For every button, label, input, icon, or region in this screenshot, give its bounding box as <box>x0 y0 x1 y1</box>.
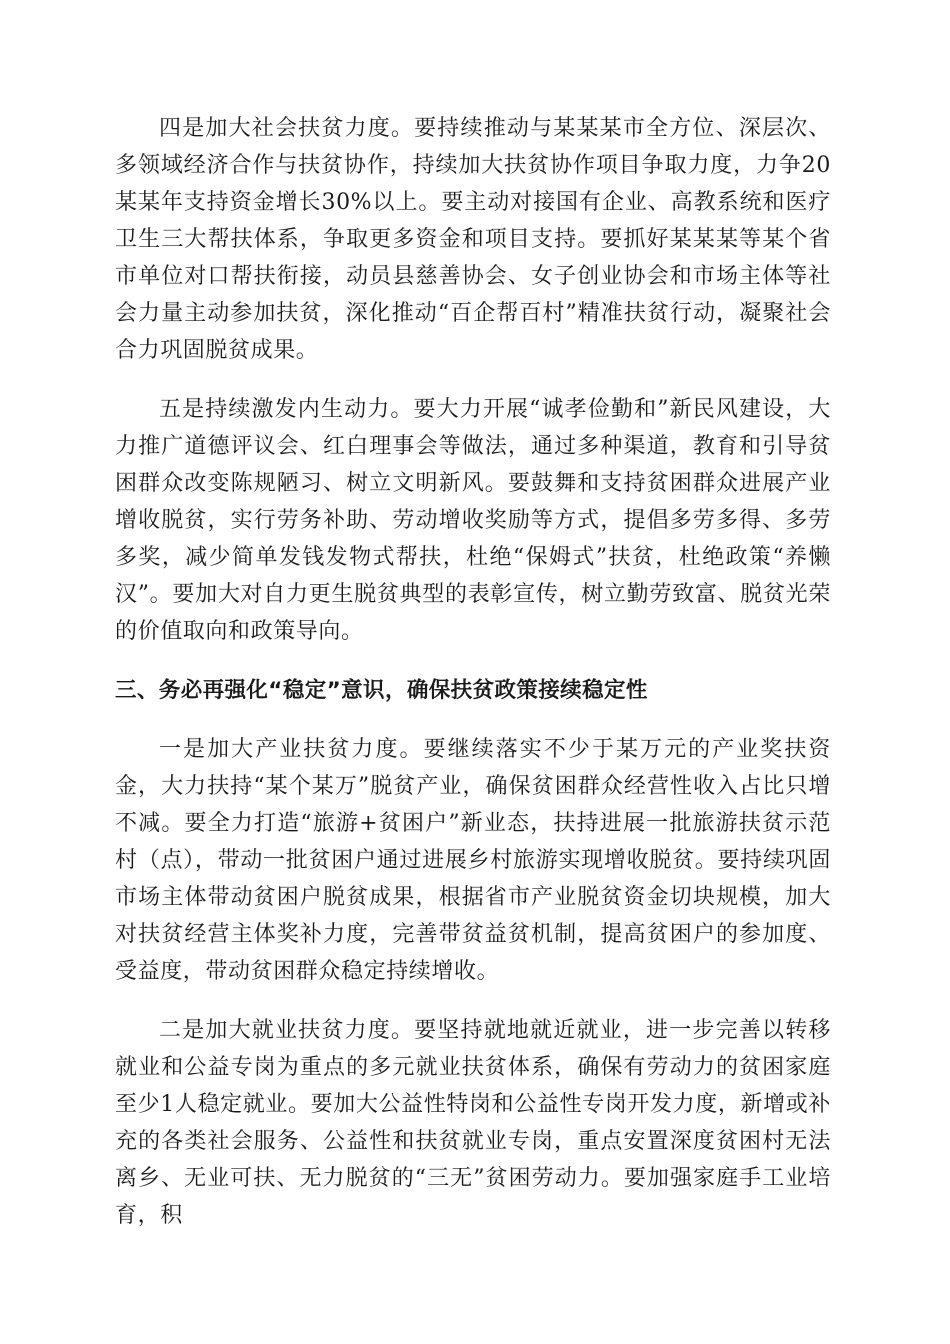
paragraph-internal-motivation: 五是持续激发内生动力。要大力开展“诚孝俭勤和”新民风建设，大力推广道德评议会、红白理事会等做法，通过多种渠道，教育和引导贫困群众改变陈规陋习、树立文明新风。要鼓舞和支持贫困群众进展产业增收脱贫，实行劳务补助、劳动增收奖励等方式，提倡多劳多得、多劳多奖，减少简单发钱发物式帮扶，杜绝“保姆式”扶贫，杜绝政策“养懒汉”。要加大对自力更生脱贫典型的表彰宣传，树立勤劳致富、脱贫光荣的价值取向和政策导向。 <box>115 397 831 644</box>
paragraph-social-poverty-alleviation: 四是加大社会扶贫力度。要持续推动与某某某市全方位、深层次、多领域经济合作与扶贫协作，持续加大扶贫协作项目争取力度，力争20某某年支持资金增长30%以上。要主动对接国有企业、高教系统和医疗卫生三大帮扶体系，争取更多资金和项目支持。要抓好某某某等某个省市单位对口帮扶衔接，动员县慈善协会、女子创业协会和市场主体等社会力量主动参加扶贫，深化推动“百企帮百村”精准扶贫行动，凝聚社会合力巩固脱贫成果。 <box>115 116 831 363</box>
paragraph-industry-poverty-alleviation: 一是加大产业扶贫力度。要继续落实不少于某万元的产业奖扶资金，大力扶持“某个某万”脱贫产业，确保贫困群众经营性收入占比只增不减。要全力打造“旅游+贫困户”新业态，扶持进展一批旅游扶贫示范村（点），带动一批贫困户通过进展乡村旅游实现增收脱贫。要持续巩固市场主体带动贫困户脱贫成果，根据省市产业脱贫资金切块规模，加大对扶贫经营主体奖补力度，完善带贫益贫机制，提高贫困户的参加度、受益度，带动贫困群众稳定持续增收。 <box>115 737 831 984</box>
section-heading: 三、务必再强化“稳定”意识，确保扶贫政策接续稳定性 <box>115 678 648 703</box>
paragraph-employment-poverty-alleviation: 二是加大就业扶贫力度。要坚持就地就近就业，进一步完善以转移就业和公益专岗为重点的多元就业扶贫体系，确保有劳动力的贫困家庭至少1人稳定就业。要加大公益性特岗和公益性专岗开发力度，新增或补充的各类社会服务、公益性和扶贫就业专岗，重点安置深度贫困村无法离乡、无业可扶、无力脱贫的“三无”贫困劳动力。要加强家庭手工业培育，积 <box>115 1018 831 1228</box>
document-body <box>115 110 831 1234</box>
